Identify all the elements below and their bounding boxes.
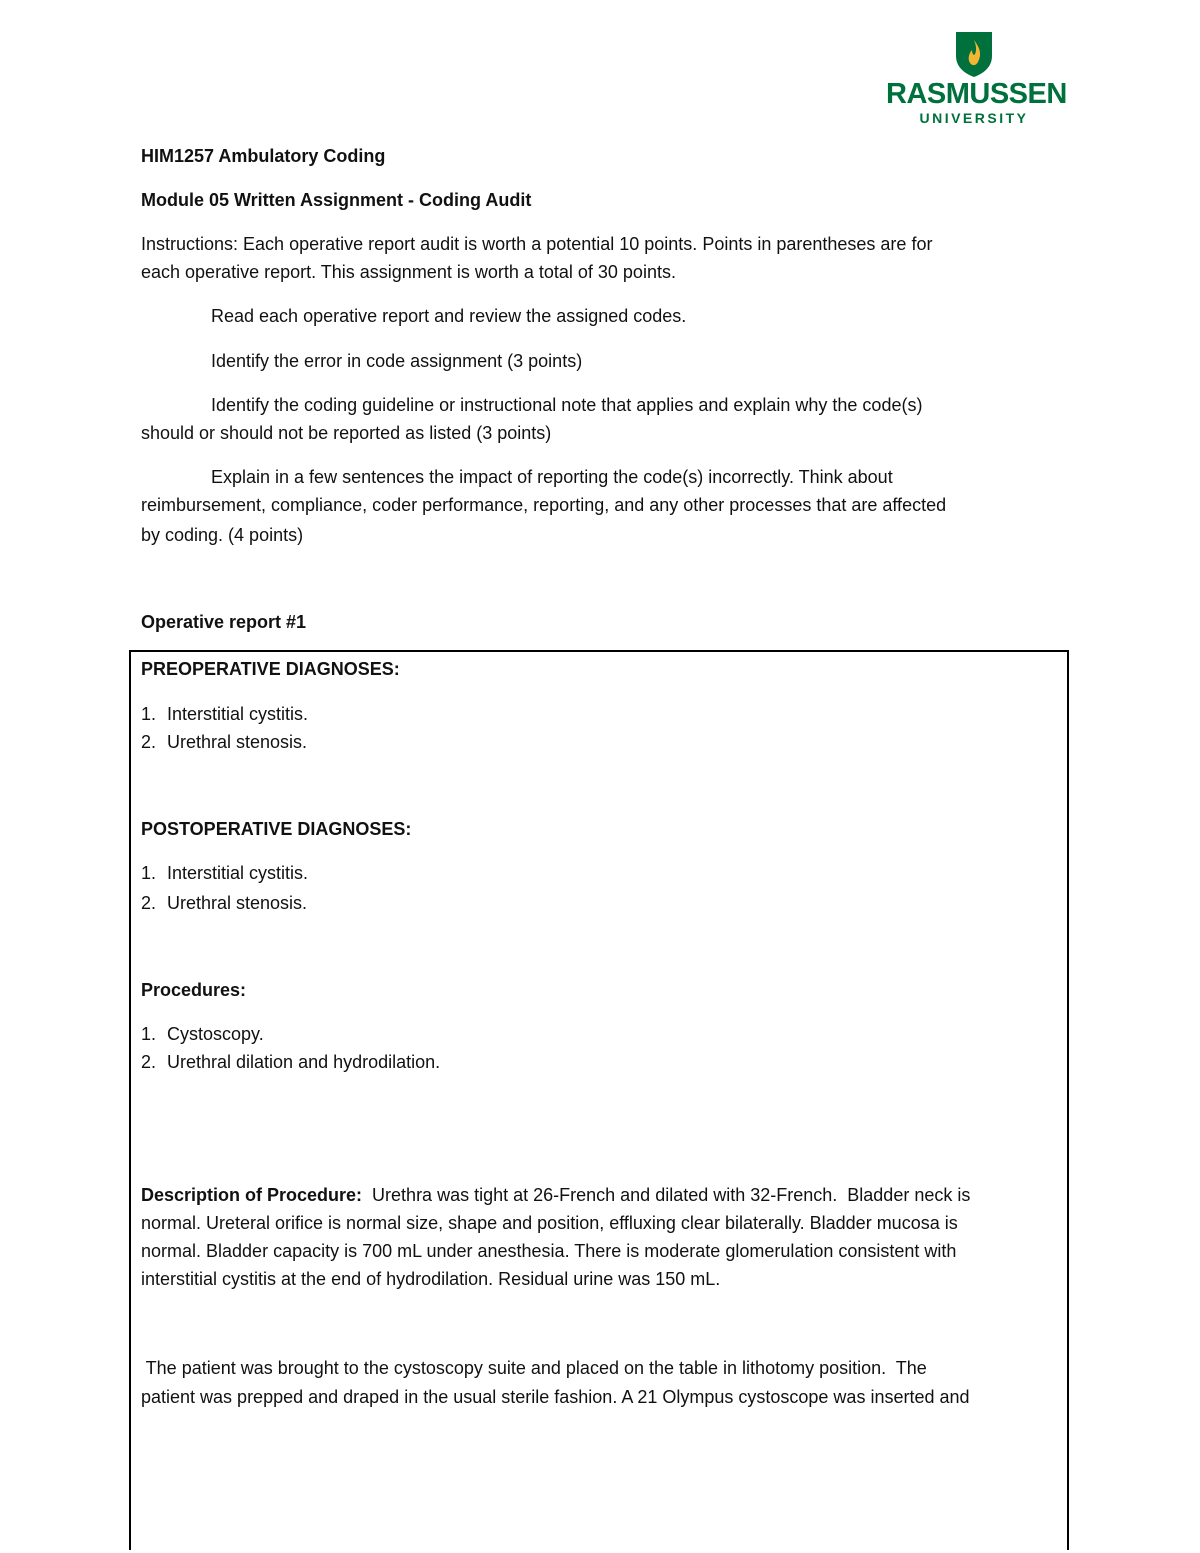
assignment-title: Module 05 Written Assignment - Coding Audit [141, 190, 532, 210]
postop-item [141, 859, 308, 887]
logo-brand: RASMUSSEN [886, 78, 1067, 110]
list-number: 1. [141, 863, 157, 883]
instruction-step-3: Identify the coding guideline or instructional note that applies and explain why the code(s) [211, 395, 923, 415]
university-logo [886, 30, 1067, 128]
list-text: Urethral dilation and hydrodilation. [167, 1052, 441, 1072]
list-number: 1. [141, 704, 157, 724]
description-line-4: interstitial cystitis at the end of hydrodilation. Residual urine was 150 mL. [141, 1269, 721, 1289]
postop-heading: POSTOPERATIVE DIAGNOSES: [141, 819, 412, 839]
report-title: Operative report #1 [141, 612, 307, 632]
operative-report-box [129, 650, 1069, 1550]
list-number: 1. [141, 1024, 157, 1044]
list-text: Urethral stenosis. [167, 893, 308, 913]
narrative-line-2: patient was prepped and draped in the usual sterile fashion. A 21 Olympus cystoscope was inserted and [141, 1387, 970, 1407]
instructions-line-2: each operative report. This assignment is worth a total of 30 points. [141, 262, 676, 282]
list-number: 2. [141, 893, 157, 913]
shield-flame-icon [954, 30, 994, 78]
procedure-item [141, 1048, 440, 1076]
list-text: Urethral stenosis. [167, 732, 308, 752]
instructions-line-1: Instructions: Each operative report audit is worth a potential 10 points. Points in parentheses are for [141, 234, 933, 254]
course-title: HIM1257 Ambulatory Coding [141, 146, 386, 166]
instruction-step-3-cont: should or should not be reported as listed (3 points) [141, 423, 552, 443]
instruction-step-1: Read each operative report and review the assigned codes. [211, 306, 687, 326]
preop-item [141, 700, 308, 728]
list-number: 2. [141, 732, 157, 752]
description-label: Description of Procedure: [141, 1185, 363, 1205]
instruction-step-4-cont-1: reimbursement, compliance, coder performance, reporting, and any other processes that are affected [141, 495, 947, 515]
narrative-line-1: The patient was brought to the cystoscopy suite and placed on the table in lithotomy position. The [141, 1358, 927, 1378]
description-line-1 [141, 1181, 970, 1209]
preop-item [141, 728, 307, 756]
instruction-step-2: Identify the error in code assignment (3 points) [211, 351, 583, 371]
list-number: 2. [141, 1052, 157, 1072]
description-line-2: normal. Ureteral orifice is normal size, shape and position, effluxing clear bilaterally. Bladder mucosa is [141, 1213, 958, 1233]
list-text: Interstitial cystitis. [167, 863, 309, 883]
procedures-heading: Procedures: [141, 980, 247, 1000]
instruction-step-4: Explain in a few sentences the impact of reporting the code(s) incorrectly. Think about [211, 467, 893, 487]
list-text: Cystoscopy. [167, 1024, 264, 1044]
instruction-step-4-cont-2: by coding. (4 points) [141, 525, 304, 545]
procedure-item [141, 1020, 264, 1048]
postop-item [141, 889, 307, 917]
preop-heading: PREOPERATIVE DIAGNOSES: [141, 659, 400, 679]
description-text: Urethra was tight at 26-French and dilated with 32-French. Bladder neck is [362, 1185, 971, 1205]
list-text: Interstitial cystitis. [167, 704, 309, 724]
description-line-3: normal. Bladder capacity is 700 mL under anesthesia. There is moderate glomerulation consistent with [141, 1241, 957, 1261]
logo-subtitle: UNIVERSITY [919, 110, 1029, 126]
